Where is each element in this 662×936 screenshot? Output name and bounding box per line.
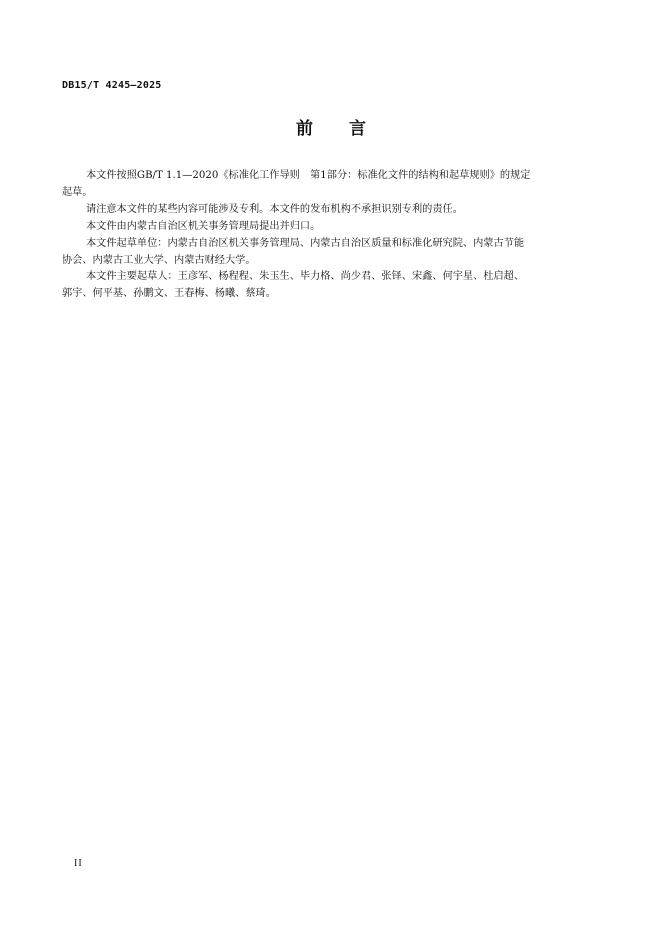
page-number: II bbox=[74, 858, 83, 869]
paragraph-proposer bbox=[62, 219, 590, 236]
text-line: 本文件起草单位：内蒙古自治区机关事务管理局、内蒙古自治区质量和标准化研究院、内蒙古节能 bbox=[86, 237, 525, 249]
document-code: DB15/T 4245—2025 bbox=[62, 80, 162, 91]
paragraph-drafters bbox=[62, 269, 590, 303]
text-line: 郭宇、何平基、孙鹏文、王春梅、杨曦、蔡琦。 bbox=[62, 288, 276, 300]
text-line: 本文件主要起草人：王彦军、杨程程、朱玉生、毕力格、尚少君、张铎、宋鑫、何宇星、杜启超、 bbox=[86, 271, 525, 283]
text-line: 本文件按照GB/T 1.1—2020《标准化工作导则 第1部分：标准化文件的结构和起草规则》的规定 bbox=[86, 170, 531, 181]
foreword-body bbox=[62, 168, 590, 303]
text-line: 起草。 bbox=[62, 186, 93, 198]
text-line: 请注意本文件的某些内容可能涉及专利。本文件的发布机构不承担识别专利的责任。 bbox=[86, 203, 463, 215]
text-line: 本文件由内蒙古自治区机关事务管理局提出并归口。 bbox=[86, 220, 321, 232]
paragraph-patent-notice bbox=[62, 202, 590, 219]
page-title: 前言 bbox=[296, 119, 402, 139]
paragraph-drafting-units bbox=[62, 236, 590, 270]
text-line: 协会、内蒙古工业大学、内蒙古财经大学。 bbox=[62, 254, 256, 266]
paragraph-drafting-rules bbox=[62, 168, 590, 202]
